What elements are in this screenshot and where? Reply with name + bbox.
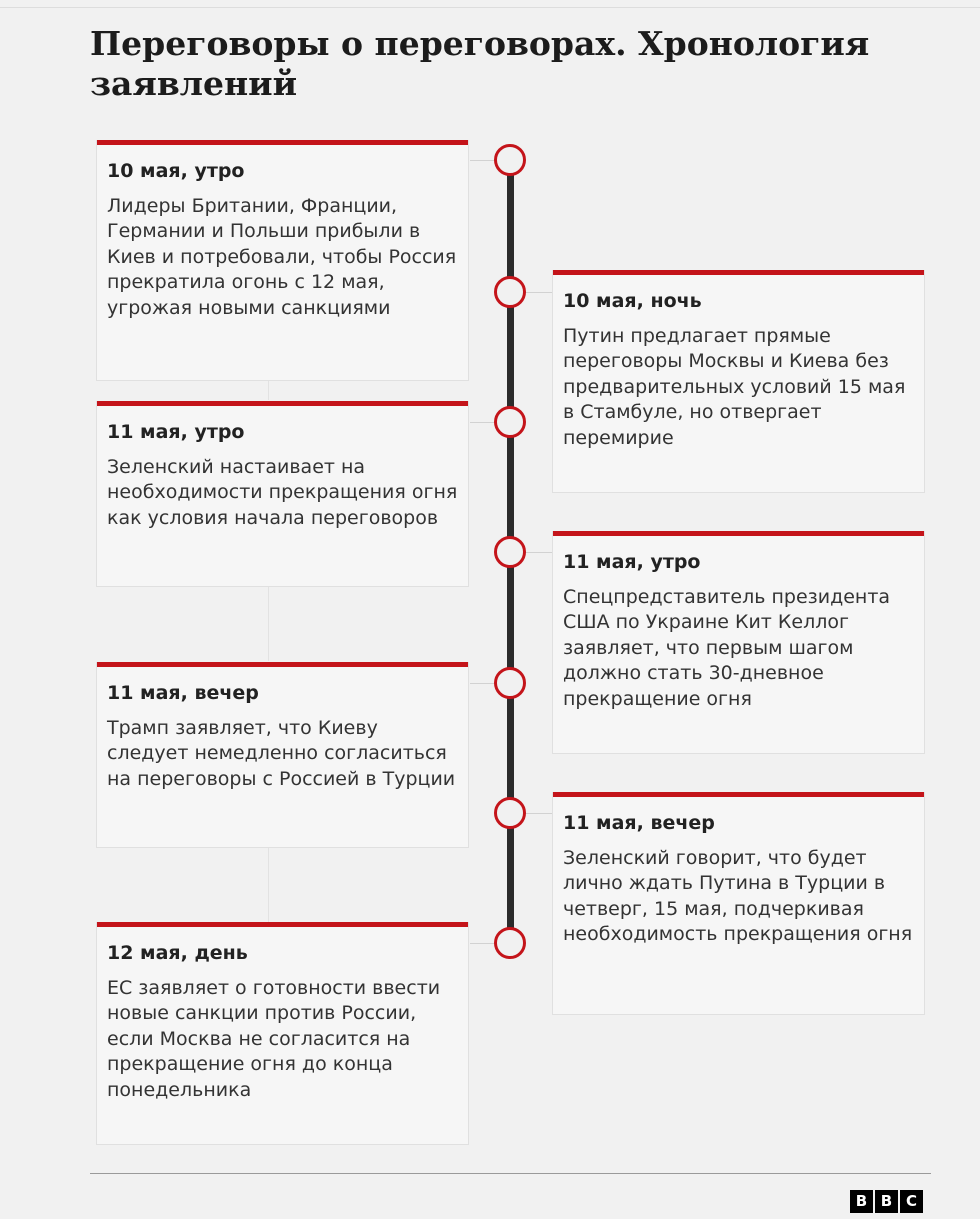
node-connector (470, 683, 494, 684)
timeline-node (494, 536, 526, 568)
node-connector (526, 292, 552, 293)
timeline-node (494, 406, 526, 438)
node-connector (470, 422, 494, 423)
logo-letter: B (850, 1190, 873, 1213)
timeline-node (494, 927, 526, 959)
node-connector (526, 813, 552, 814)
event-date: 11 мая, утро (563, 551, 701, 573)
guide-line (268, 848, 269, 922)
event-date: 10 мая, ночь (563, 290, 702, 312)
event-text: Зеленский говорит, что будет лично ждать Путина в Турции в четверг, 15 мая, подчеркивая необходимость прекращения огня (563, 847, 913, 946)
node-connector (470, 160, 494, 161)
card-accent-bar (553, 792, 924, 797)
logo-letter: C (900, 1190, 923, 1213)
event-date: 11 мая, вечер (563, 812, 715, 834)
event-text: Зеленский настаивает на необходимости прекращения огня как условия начала переговоров (107, 456, 458, 529)
node-connector (526, 552, 552, 553)
event-text: Лидеры Британии, Франции, Германии и Польши прибыли в Киев и потребовали, чтобы Россия прекратила огонь с 12 мая, угрожая новыми санкциями (107, 195, 457, 319)
event-date: 11 мая, вечер (107, 682, 259, 704)
timeline-event-card (96, 662, 469, 848)
event-text: Путин предлагает прямые переговоры Москвы и Киева без предварительных условий 15 мая в Стамбуле, но отвергает перемирие (563, 325, 906, 449)
node-connector (470, 943, 494, 944)
timeline-node (494, 797, 526, 829)
timeline-node (494, 667, 526, 699)
event-date: 12 мая, день (107, 942, 248, 964)
timeline-event-card (552, 531, 925, 754)
event-date: 10 мая, утро (107, 160, 245, 182)
event-text: Спецпредставитель президента США по Украине Кит Келлог заявляет, что первым шагом должно стать 30-дневное прекращение огня (563, 586, 891, 710)
event-date: 11 мая, утро (107, 421, 245, 443)
timeline-event-card (96, 922, 469, 1145)
page-title: Переговоры о переговорах. Хронология заявлений (90, 24, 870, 103)
timeline-event-card (96, 140, 469, 381)
guide-line (268, 587, 269, 661)
card-accent-bar (97, 140, 468, 145)
card-accent-bar (553, 270, 924, 275)
card-accent-bar (97, 401, 468, 406)
guide-line (268, 380, 269, 400)
timeline-event-card (552, 792, 925, 1015)
timeline-event-card (552, 270, 925, 493)
top-divider (0, 7, 980, 8)
event-text: Трамп заявляет, что Киеву следует немедленно согласиться на переговоры с Россией в Турции (107, 717, 456, 790)
footer-divider (90, 1173, 931, 1174)
logo-letter: B (875, 1190, 898, 1213)
bbc-logo (850, 1190, 923, 1213)
timeline-node (494, 276, 526, 308)
card-accent-bar (553, 531, 924, 536)
card-accent-bar (97, 662, 468, 667)
event-text: ЕС заявляет о готовности ввести новые санкции против России, если Москва не согласится на прекращение огня до конца понедельника (107, 977, 441, 1101)
card-accent-bar (97, 922, 468, 927)
timeline-node (494, 144, 526, 176)
timeline-event-card (96, 401, 469, 587)
